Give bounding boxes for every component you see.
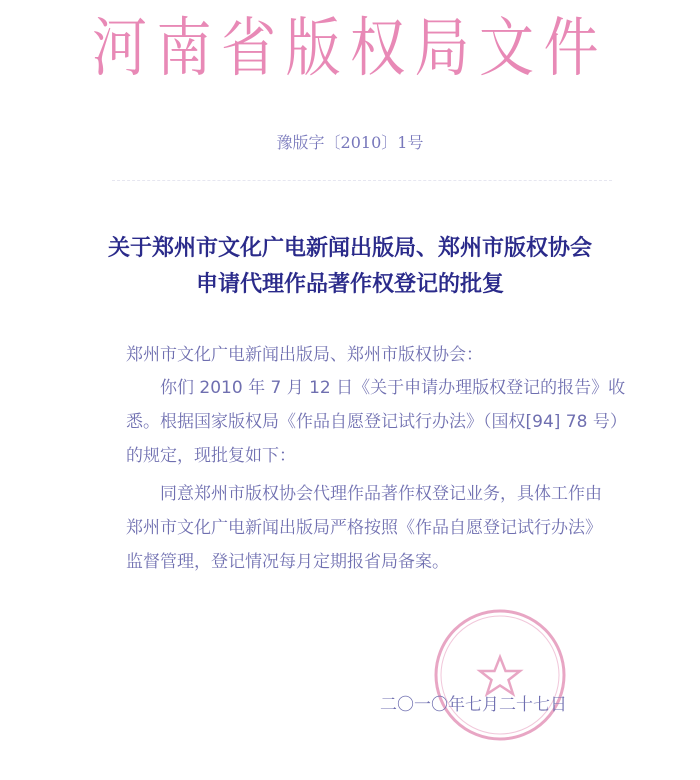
paragraph-2-line-2: 郑州市文化广电新闻出版局严格按照《作品自愿登记试行办法》 bbox=[126, 518, 602, 538]
paragraph-2-line-1: 同意郑州市版权协会代理作品著作权登记业务，具体工作由 bbox=[160, 484, 602, 504]
official-seal-icon bbox=[430, 605, 570, 745]
paragraph-1-line-3: 的规定，现批复如下： bbox=[126, 446, 296, 466]
document-title-line-1: 关于郑州市文化广电新闻出版局、郑州市版权协会 bbox=[107, 235, 592, 261]
document-header-title: 河南省版权局文件 bbox=[92, 12, 608, 86]
paragraph-1-line-1: 你们 2010 年 7 月 12 日《关于申请办理版权登记的报告》收 bbox=[160, 378, 626, 398]
paragraph-1-line-2: 悉。根据国家版权局《作品自愿登记试行办法》（国权[94] 78 号） bbox=[126, 412, 627, 432]
paragraph-2-line-3: 监督管理，登记情况每月定期报省局备案。 bbox=[126, 552, 449, 572]
document-title-line-2: 申请代理作品著作权登记的批复 bbox=[195, 271, 504, 297]
document-number: 豫版字〔2010〕1号 bbox=[276, 133, 424, 152]
salutation: 郑州市文化广电新闻出版局、郑州市版权协会： bbox=[126, 345, 483, 365]
issue-date: 二〇一〇年七月二十七日 bbox=[380, 695, 567, 715]
header-divider bbox=[112, 180, 612, 181]
